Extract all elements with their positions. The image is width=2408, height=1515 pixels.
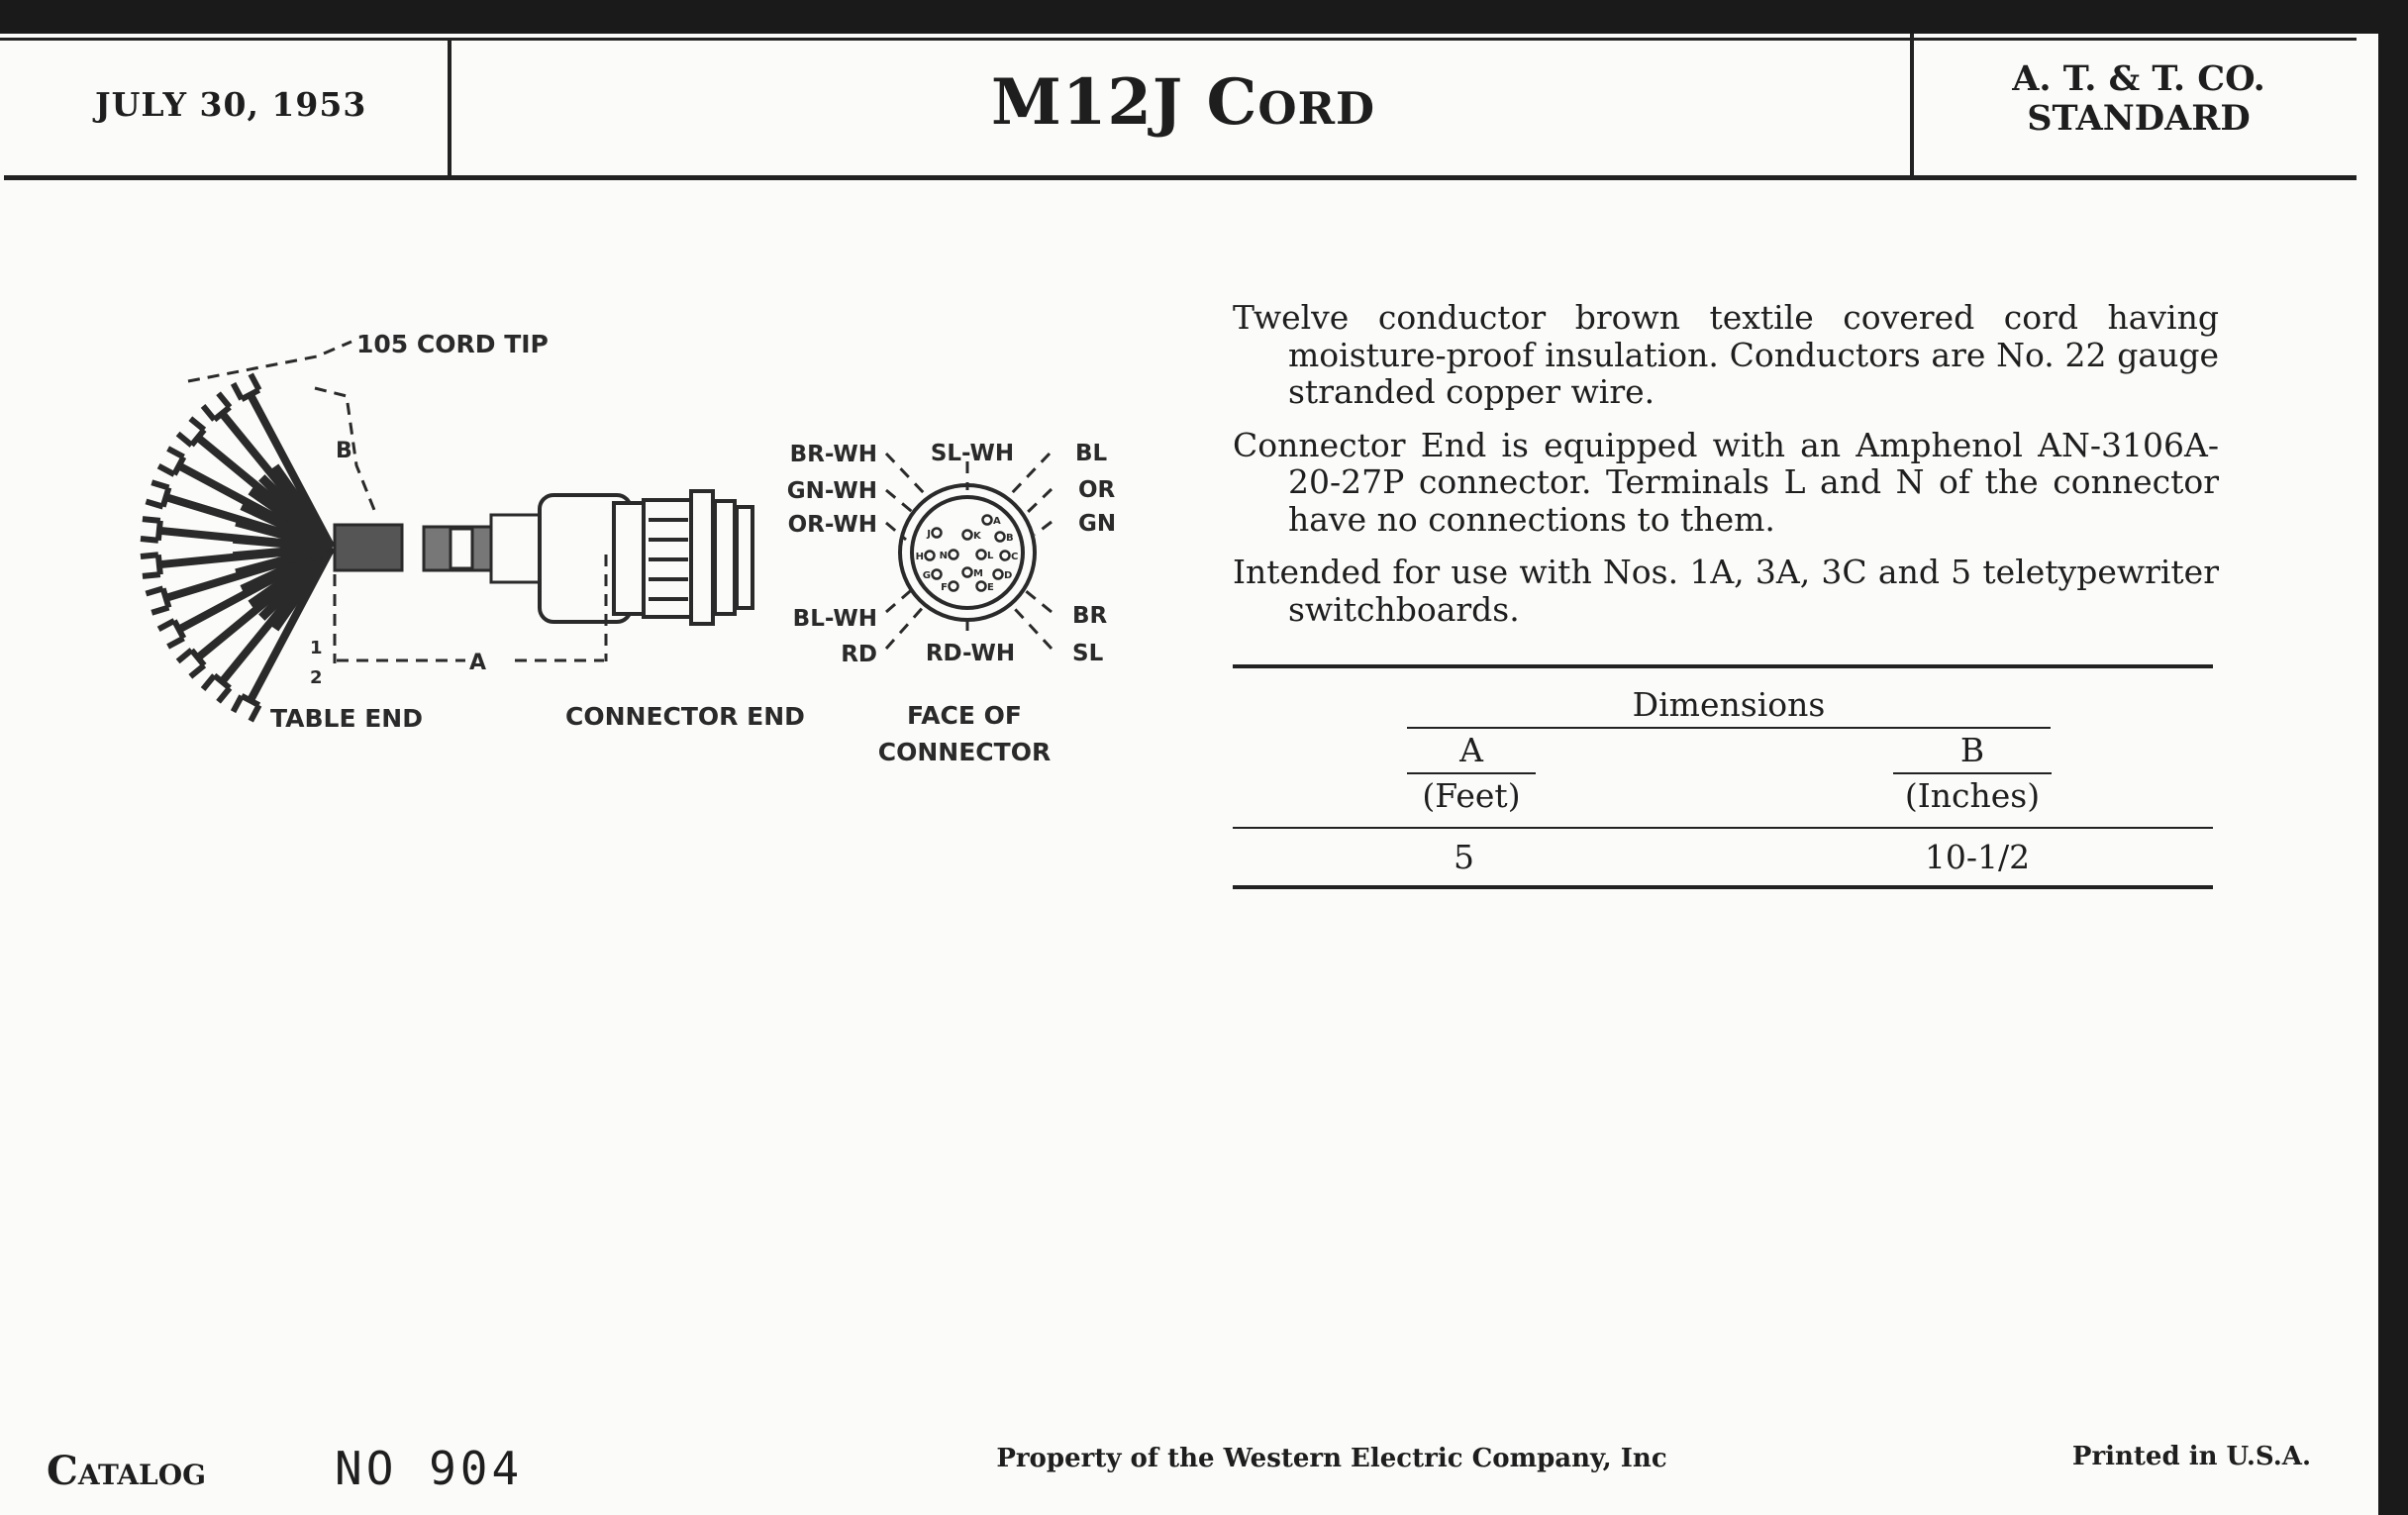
half-inch-denominator: 2 — [310, 667, 323, 688]
pin-F — [950, 582, 958, 591]
column-b-header: B — [1959, 731, 1985, 769]
pin-J — [933, 529, 942, 538]
pin-L — [977, 551, 986, 559]
dimensions-heading: Dimensions — [1632, 685, 1826, 724]
printed-notice: Printed in U.S.A. — [2071, 1442, 2311, 1471]
pin-label: K — [973, 531, 981, 542]
dimensions-heading-rule — [1407, 727, 2051, 729]
pin-label: L — [987, 551, 994, 561]
dimension-b-label: B — [336, 439, 352, 463]
wire-label: BL-WH — [792, 606, 877, 632]
wire-label: BR-WH — [789, 442, 877, 467]
pin-B — [996, 533, 1005, 542]
pin-label: C — [1011, 552, 1019, 562]
description-paragraph: Intended for use with Nos. 1A, 3A, 3C and 5 teletypewriter switchboards. — [1233, 553, 2219, 629]
cord-diagram — [0, 0, 1188, 812]
property-notice: Property of the Western Electric Company, Inc — [996, 1444, 1667, 1473]
standard-line-1: A. T. & T. CO. — [2012, 58, 2265, 99]
pin-A — [983, 516, 992, 525]
pin-label: J — [927, 529, 931, 540]
column-a-rule — [1407, 772, 1536, 774]
description-paragraph: Connector End is equipped with an Amphenol AN-3106A-20-27P connector. Terminals L and N of the connector have no connections to them. — [1233, 425, 2219, 539]
pin-K — [963, 531, 972, 540]
description-paragraph: Twelve conductor brown textile covered cord having moisture-proof insulation. Conductors are No. 22 gauge stranded copper wire. — [1233, 298, 2219, 411]
connector-label: CONNECTOR — [877, 738, 1052, 766]
dimension-a-label: A — [469, 651, 487, 675]
spade-tip-icon — [146, 482, 168, 506]
half-inch-numerator: 1 — [310, 638, 323, 658]
description — [1233, 299, 2219, 644]
table-end-conductors — [141, 374, 332, 721]
table-top-rule — [1233, 664, 2213, 668]
connector-end-label: CONNECTOR END — [565, 702, 805, 731]
pin-label: M — [973, 568, 983, 579]
pin-label: D — [1004, 570, 1013, 581]
table-end-label: TABLE END — [270, 704, 423, 733]
pin-label: N — [939, 551, 948, 561]
wire-label: BL — [1075, 441, 1108, 466]
pin-label: G — [922, 570, 931, 581]
wire-label: OR — [1078, 477, 1116, 503]
catalog-label: Catalog — [47, 1448, 207, 1494]
standard-label — [1941, 59, 2337, 139]
pin-label: H — [915, 552, 924, 562]
spade-tip-icon — [141, 555, 160, 576]
pin-N — [950, 551, 958, 559]
table-bottom-rule — [1233, 885, 2213, 889]
pin-G — [933, 570, 942, 579]
column-a-unit: (Feet) — [1422, 776, 1521, 815]
pin-label: E — [987, 582, 994, 593]
pin-label: B — [1006, 533, 1014, 544]
spade-tip-icon — [146, 588, 168, 612]
column-a-header: A — [1459, 731, 1483, 769]
pin-E — [977, 582, 986, 591]
wire-label: RD-WH — [925, 641, 1016, 666]
spade-tip-icon — [141, 519, 160, 541]
page-title: M12J Cord — [990, 65, 1376, 140]
connector-pins — [916, 516, 1019, 594]
cord-tip-label: 105 CORD TIP — [356, 330, 549, 358]
pin-H — [926, 552, 935, 560]
wire-label: GN — [1078, 511, 1117, 537]
wire-label: BR — [1072, 603, 1108, 629]
column-b-unit: (Inches) — [1904, 776, 2041, 815]
pin-M — [963, 568, 972, 577]
header-divider-right — [1910, 34, 1914, 178]
value-b: 10-1/2 — [1924, 838, 2031, 876]
wire-label: RD — [841, 642, 877, 667]
connector-body — [540, 491, 752, 624]
pin-C — [1001, 552, 1010, 560]
wire-label: GN-WH — [786, 478, 877, 504]
pin-D — [994, 570, 1003, 579]
wire-label: SL-WH — [930, 441, 1015, 466]
wire-label: OR-WH — [787, 512, 877, 538]
column-b-rule — [1893, 772, 2052, 774]
table-header-rule — [1233, 827, 2213, 829]
pin-label: A — [993, 516, 1001, 527]
face-of-label: FACE OF — [906, 701, 1023, 730]
standard-line-2: STANDARD — [2027, 98, 2251, 139]
date: JULY 30, 1953 — [95, 85, 367, 124]
value-a: 5 — [1454, 838, 1474, 876]
pin-label: F — [941, 582, 948, 593]
catalog-number: NO 904 — [335, 1442, 524, 1495]
wire-label: SL — [1072, 641, 1104, 666]
